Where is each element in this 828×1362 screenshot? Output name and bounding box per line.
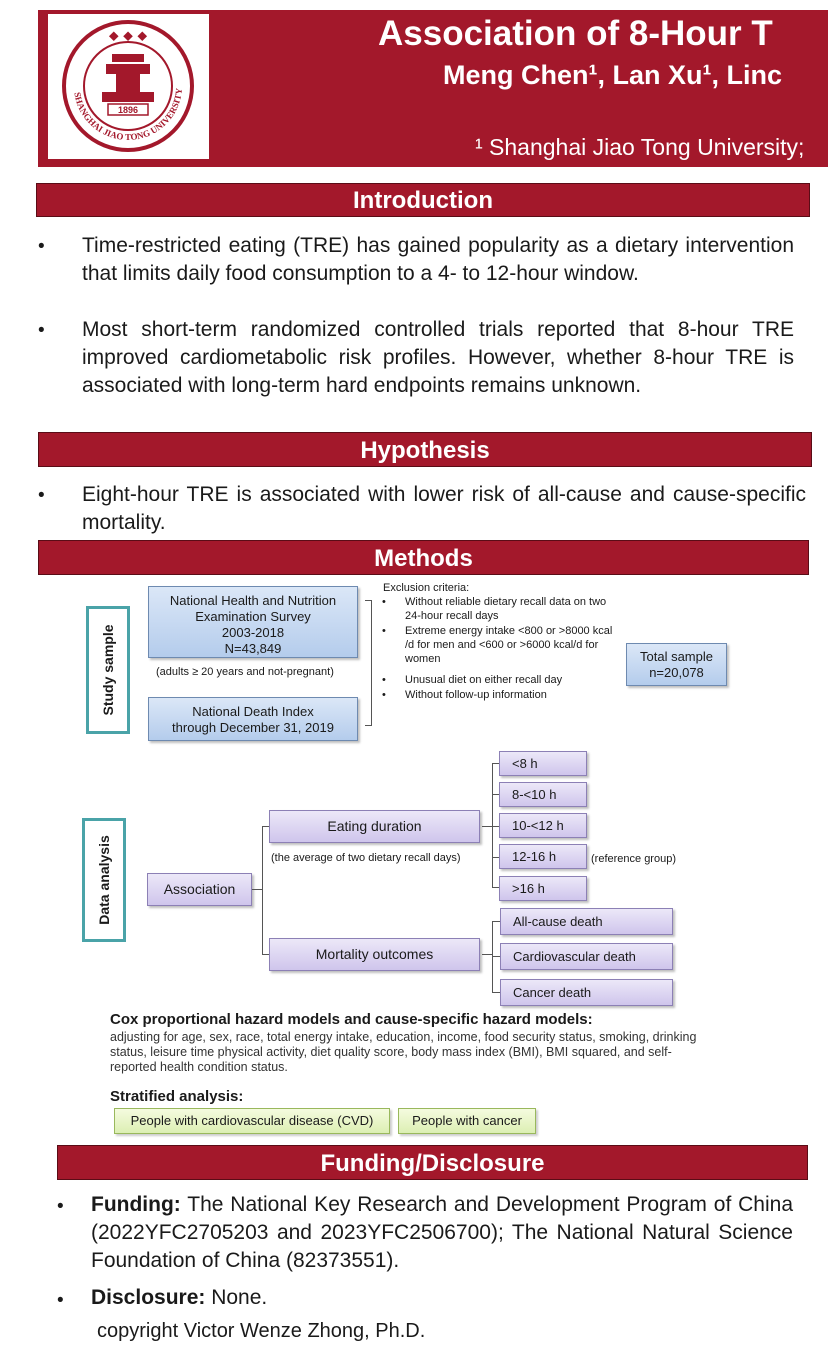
introduction-heading: Introduction <box>36 183 810 217</box>
intro-bullet-2: Most short-term randomized controlled trials reported that 8-hour TRE improved cardiometabolic risk profiles. However, whether 8-hour TRE is associated with long-term hard endpoints remains unknown. <box>82 318 794 397</box>
duration-group-10-12: 10-<12 h <box>499 813 587 838</box>
logo-year: 1896 <box>117 105 139 115</box>
poster-title: Association of 8-Hour T <box>378 14 773 53</box>
association-box: Association <box>147 873 252 906</box>
exclusion-item-1: Without reliable dietary recall data on two 24-hour recall days <box>405 596 607 622</box>
hypothesis-bullet-1: Eight-hour TRE is associated with lower risk of all-cause and cause-specific mortality. <box>82 483 806 534</box>
cox-title: Cox proportional hazard models and cause-specific hazard models: <box>110 1011 593 1028</box>
intro-bullet-1: Time-restricted eating (TRE) has gained popularity as a dietary intervention that limits daily food consumption to a 4- to 12-hour window. <box>82 234 794 285</box>
copyright: copyright Victor Wenze Zhong, Ph.D. <box>97 1320 426 1342</box>
bracket <box>365 600 372 726</box>
adults-note: (adults ≥ 20 years and not-pregnant) <box>156 666 334 678</box>
funding-heading: Funding/Disclosure <box>57 1145 808 1180</box>
duration-group-lt8: <8 h <box>499 751 587 776</box>
exclusion-item-2: Extreme energy intake <800 or >8000 kcal /d for men and <600 or >6000 kcal/d for women <box>405 625 613 665</box>
mortality-outcomes-box: Mortality outcomes <box>269 938 480 971</box>
stratified-title: Stratified analysis: <box>110 1088 244 1105</box>
total-sample-box: Total sample n=20,078 <box>626 643 727 686</box>
stratified-cancer: People with cancer <box>398 1108 536 1134</box>
duration-group-gt16: >16 h <box>499 876 587 901</box>
outcome-all-cause: All-cause death <box>500 908 673 935</box>
funding-label: Funding: <box>91 1193 181 1216</box>
methods-heading: Methods <box>38 540 809 575</box>
eating-duration-box: Eating duration <box>269 810 480 843</box>
bullet-icon: • <box>57 1290 64 1311</box>
funding-text: Funding: The National Key Research and Development Program of China (2022YFC2705203 and 2023YFC2506700); The National Natural Science Foundation of China (82373551). <box>91 1193 793 1272</box>
duration-group-12-16: 12-16 h <box>499 844 587 869</box>
ndi-box: National Death Index through December 31, 2019 <box>148 697 358 741</box>
data-analysis-label: Data analysis <box>82 818 126 942</box>
disclosure-text: Disclosure: None. <box>91 1286 268 1309</box>
reference-group-note: (reference group) <box>591 853 676 865</box>
university-seal-icon <box>52 16 205 157</box>
duration-group-8-10: 8-<10 h <box>499 782 587 807</box>
cox-text: adjusting for age, sex, race, total energy intake, education, income, food security status, smoking, drinking status, leisure time physical activity, diet quality score, body mass index (BMI), BMI squared, and self-reported health condition status. <box>110 1030 697 1074</box>
outcome-cancer: Cancer death <box>500 979 673 1006</box>
poster-authors: Meng Chen¹, Lan Xu¹, Linc <box>443 60 782 90</box>
study-sample-label: Study sample <box>86 606 130 734</box>
eating-duration-note: (the average of two dietary recall days) <box>271 852 461 864</box>
hypothesis-heading: Hypothesis <box>38 432 812 467</box>
stratified-cvd: People with cardiovascular disease (CVD) <box>114 1108 390 1134</box>
poster-affiliation: ¹ Shanghai Jiao Tong University; <box>475 134 805 160</box>
bullet-icon: • <box>38 485 45 506</box>
disclosure-label: Disclosure: <box>91 1286 206 1309</box>
svg-text:⬥ ⬥ ⬥: ⬥ ⬥ ⬥ <box>108 28 148 44</box>
bullet-icon: • <box>38 236 45 257</box>
outcome-cardiovascular: Cardiovascular death <box>500 943 673 970</box>
exclusion-title: Exclusion criteria: <box>383 582 470 594</box>
exclusion-item-3: Unusual diet on either recall day <box>405 674 563 686</box>
bullet-icon: • <box>38 320 45 341</box>
bullet-icon: • <box>57 1196 64 1217</box>
logo-text: SHANGHAI JIAO TONG UNIVERSITY <box>72 87 185 143</box>
nhanes-box: National Health and Nutrition Examination Survey 2003-2018 N=43,849 <box>148 586 358 658</box>
exclusion-item-4: Without follow-up information <box>405 689 547 701</box>
